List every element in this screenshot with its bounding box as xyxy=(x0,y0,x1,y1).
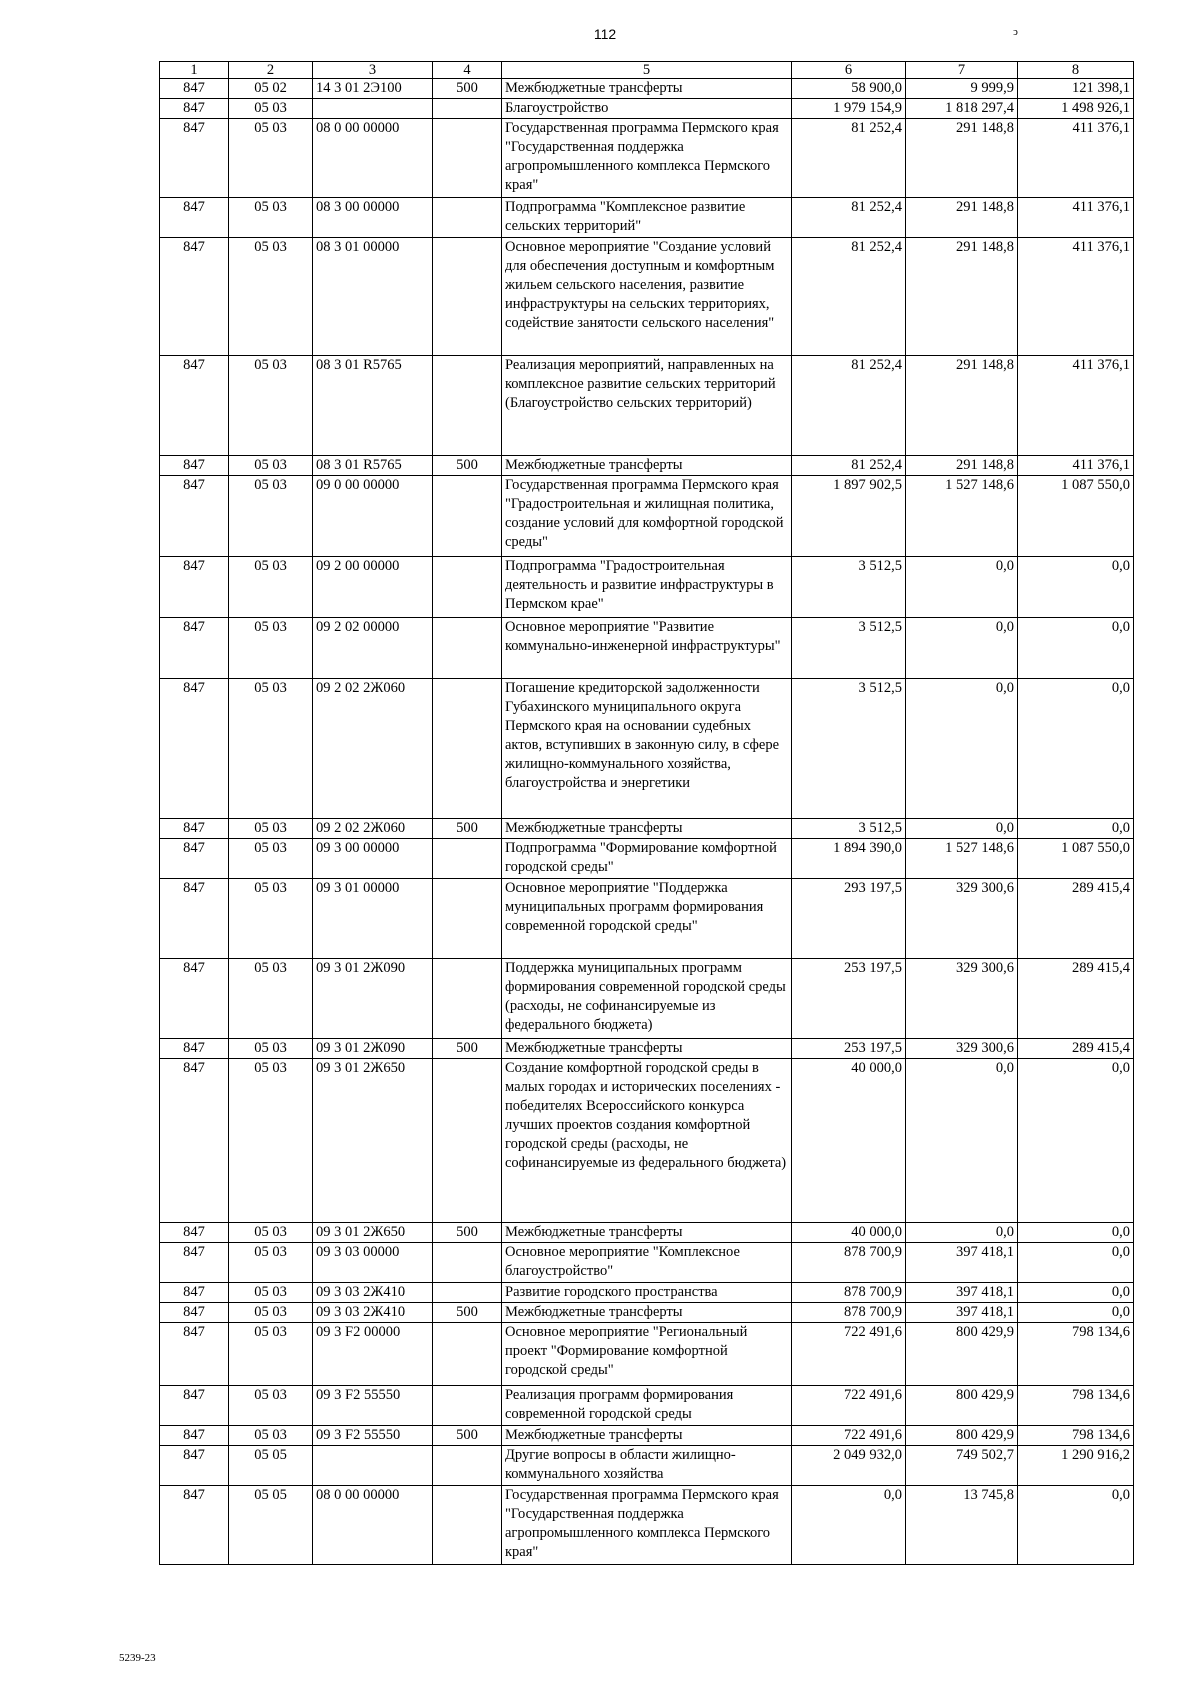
table-row xyxy=(160,1223,1134,1243)
table-row xyxy=(160,618,1134,679)
table-row xyxy=(160,1283,1134,1303)
table-cell: 0,0 xyxy=(1018,618,1134,679)
table-cell: 0,0 xyxy=(1018,557,1134,618)
table-cell: 1 894 390,0 xyxy=(792,839,906,879)
table-cell: 05 03 xyxy=(229,839,313,879)
column-header: 6 xyxy=(792,62,906,79)
table-cell: 9 999,9 xyxy=(906,79,1018,99)
column-header: 8 xyxy=(1018,62,1134,79)
table-cell: 847 xyxy=(160,1446,229,1486)
table-cell: 847 xyxy=(160,1039,229,1059)
table-cell: 09 3 01 00000 xyxy=(313,879,433,959)
table-cell: 08 3 01 R5765 xyxy=(313,356,433,456)
table-cell: 847 xyxy=(160,1243,229,1283)
table-cell: 847 xyxy=(160,1059,229,1223)
table-cell: Основное мероприятие "Развитие коммунально-инженерной инфраструктуры" xyxy=(502,618,792,679)
table-cell: 08 0 00 00000 xyxy=(313,119,433,198)
table-cell xyxy=(433,1283,502,1303)
table-row xyxy=(160,839,1134,879)
table-row xyxy=(160,356,1134,456)
table-cell: 798 134,6 xyxy=(1018,1386,1134,1426)
table-cell: 09 3 F2 55550 xyxy=(313,1386,433,1426)
table-cell xyxy=(433,476,502,557)
table-cell: 411 376,1 xyxy=(1018,356,1134,456)
table-cell: 847 xyxy=(160,1323,229,1386)
table-cell: 0,0 xyxy=(906,1059,1018,1223)
document-code: 5239-23 xyxy=(119,1652,156,1664)
table-cell: Подпрограмма "Формирование комфортной городской среды" xyxy=(502,839,792,879)
table-cell: Подпрограмма "Комплексное развитие сельских территорий" xyxy=(502,198,792,238)
table-cell: 09 3 00 00000 xyxy=(313,839,433,879)
table-cell xyxy=(313,99,433,119)
table-cell xyxy=(313,1446,433,1486)
table-cell: 81 252,4 xyxy=(792,356,906,456)
table-cell: Межбюджетные трансферты xyxy=(502,1039,792,1059)
table-cell xyxy=(433,99,502,119)
table-cell: 0,0 xyxy=(906,1223,1018,1243)
table-cell: 847 xyxy=(160,356,229,456)
table-cell: 09 3 F2 55550 xyxy=(313,1426,433,1446)
table-cell: 09 2 02 2Ж060 xyxy=(313,679,433,819)
table-row xyxy=(160,1446,1134,1486)
table-cell: 81 252,4 xyxy=(792,119,906,198)
table-cell: 05 03 xyxy=(229,557,313,618)
table-cell: 05 03 xyxy=(229,1223,313,1243)
table-cell: Государственная программа Пермского края "Государственная поддержка агропромышленного комплекса Пермского края" xyxy=(502,119,792,198)
page-number: 112 xyxy=(593,26,617,42)
table-cell: Основное мероприятие "Создание условий для обеспечения доступным и комфортным жильем сельского населения, развитие инфраструктуры на сельских территориях, содействие занятости сельского населения" xyxy=(502,238,792,356)
table-cell: Благоустройство xyxy=(502,99,792,119)
table-cell: Межбюджетные трансферты xyxy=(502,819,792,839)
table-cell: 81 252,4 xyxy=(792,456,906,476)
table-cell: 0,0 xyxy=(1018,1283,1134,1303)
table-cell: 3 512,5 xyxy=(792,819,906,839)
table-cell: 09 3 03 00000 xyxy=(313,1243,433,1283)
table-cell: 293 197,5 xyxy=(792,879,906,959)
table-cell: 05 03 xyxy=(229,238,313,356)
table-cell: 329 300,6 xyxy=(906,1039,1018,1059)
table-cell: Основное мероприятие "Региональный проект "Формирование комфортной городской среды" xyxy=(502,1323,792,1386)
table-cell: Погашение кредиторской задолженности Губахинского муниципального округа Пермского края на основании судебных актов, вступивших в законную силу, в сфере жилищно-коммунального хозяйства, благоустройства и энергетики xyxy=(502,679,792,819)
table-cell: 878 700,9 xyxy=(792,1303,906,1323)
table-row xyxy=(160,557,1134,618)
table-cell: 05 03 xyxy=(229,356,313,456)
table-cell: 0,0 xyxy=(1018,1486,1134,1565)
table-cell: 500 xyxy=(433,819,502,839)
table-cell: 847 xyxy=(160,476,229,557)
table-cell: 722 491,6 xyxy=(792,1386,906,1426)
table-cell: 500 xyxy=(433,456,502,476)
table-row xyxy=(160,1303,1134,1323)
table-cell: 722 491,6 xyxy=(792,1323,906,1386)
table-cell: 09 0 00 00000 xyxy=(313,476,433,557)
table-cell: 847 xyxy=(160,819,229,839)
table-cell: 291 148,8 xyxy=(906,356,1018,456)
table-cell: 0,0 xyxy=(906,618,1018,679)
table-cell: 847 xyxy=(160,1426,229,1446)
table-cell: 05 03 xyxy=(229,1283,313,1303)
table-cell: Реализация программ формирования современной городской среды xyxy=(502,1386,792,1426)
table-cell xyxy=(433,1243,502,1283)
table-cell: 847 xyxy=(160,119,229,198)
table-cell: 397 418,1 xyxy=(906,1283,1018,1303)
table-cell: 500 xyxy=(433,1039,502,1059)
table-cell: Государственная программа Пермского края "Градостроительная и жилищная политика, создание условий для комфортной городской среды" xyxy=(502,476,792,557)
table-cell: 09 2 00 00000 xyxy=(313,557,433,618)
table-cell: 798 134,6 xyxy=(1018,1426,1134,1446)
table-cell: Межбюджетные трансферты xyxy=(502,1426,792,1446)
table-cell: 500 xyxy=(433,1223,502,1243)
table-cell: 05 03 xyxy=(229,819,313,839)
table-cell: Межбюджетные трансферты xyxy=(502,1223,792,1243)
table-cell: 847 xyxy=(160,839,229,879)
table-cell: 1 087 550,0 xyxy=(1018,839,1134,879)
table-cell: 1 818 297,4 xyxy=(906,99,1018,119)
table-cell: 05 03 xyxy=(229,879,313,959)
table-cell: Межбюджетные трансферты xyxy=(502,79,792,99)
table-cell: Основное мероприятие "Поддержка муниципальных программ формирования современной городской среды" xyxy=(502,879,792,959)
column-header: 7 xyxy=(906,62,1018,79)
table-cell: 3 512,5 xyxy=(792,557,906,618)
table-cell: 878 700,9 xyxy=(792,1283,906,1303)
column-header: 3 xyxy=(313,62,433,79)
table-cell: 0,0 xyxy=(1018,679,1134,819)
table-row xyxy=(160,1426,1134,1446)
table-row xyxy=(160,1323,1134,1386)
table-cell: 05 05 xyxy=(229,1446,313,1486)
table-row xyxy=(160,79,1134,99)
table-cell: 847 xyxy=(160,618,229,679)
table-cell: 0,0 xyxy=(1018,1059,1134,1223)
table-cell: 05 03 xyxy=(229,618,313,679)
table-cell: 1 498 926,1 xyxy=(1018,99,1134,119)
table-cell: 09 2 02 2Ж060 xyxy=(313,819,433,839)
table-cell xyxy=(433,1059,502,1223)
table-cell: 05 03 xyxy=(229,1039,313,1059)
column-header: 5 xyxy=(502,62,792,79)
table-cell: 09 3 01 2Ж650 xyxy=(313,1059,433,1223)
table-cell: 847 xyxy=(160,456,229,476)
table-cell: 3 512,5 xyxy=(792,618,906,679)
table-cell: 289 415,4 xyxy=(1018,879,1134,959)
table-cell: 0,0 xyxy=(1018,1303,1134,1323)
table-cell: 847 xyxy=(160,557,229,618)
table-cell: Подпрограмма "Градостроительная деятельность и развитие инфраструктуры в Пермском крае" xyxy=(502,557,792,618)
table-cell: Другие вопросы в области жилищно-коммунального хозяйства xyxy=(502,1446,792,1486)
table-cell: 847 xyxy=(160,238,229,356)
table-cell: 291 148,8 xyxy=(906,198,1018,238)
table-cell: 05 03 xyxy=(229,456,313,476)
table-cell: 09 3 01 2Ж090 xyxy=(313,959,433,1039)
table-cell: 847 xyxy=(160,1223,229,1243)
table-cell: 05 03 xyxy=(229,119,313,198)
table-cell: 798 134,6 xyxy=(1018,1323,1134,1386)
table-row xyxy=(160,1243,1134,1283)
table-cell xyxy=(433,198,502,238)
table-cell: 411 376,1 xyxy=(1018,119,1134,198)
table-cell: 500 xyxy=(433,79,502,99)
table-cell: 0,0 xyxy=(1018,819,1134,839)
table-row xyxy=(160,819,1134,839)
table-row xyxy=(160,456,1134,476)
table-cell: Реализация мероприятий, направленных на комплексное развитие сельских территорий (Благоустройство сельских территорий) xyxy=(502,356,792,456)
table-cell: 847 xyxy=(160,959,229,1039)
table-cell: 1 897 902,5 xyxy=(792,476,906,557)
table-cell: Развитие городского пространства xyxy=(502,1283,792,1303)
table-cell: Межбюджетные трансферты xyxy=(502,456,792,476)
table-cell: 05 03 xyxy=(229,959,313,1039)
header-row xyxy=(160,62,1134,79)
table-cell: 0,0 xyxy=(906,557,1018,618)
table-cell: Создание комфортной городской среды в малых городах и исторических поселениях - победителях Всероссийского конкурса лучших проектов создания комфортной городской среды (расходы, не софинансируемые из федерального бюджета) xyxy=(502,1059,792,1223)
table-cell: 411 376,1 xyxy=(1018,198,1134,238)
table-cell: 09 3 F2 00000 xyxy=(313,1323,433,1386)
table-cell: 847 xyxy=(160,679,229,819)
table-cell xyxy=(433,557,502,618)
table-cell: Государственная программа Пермского края "Государственная поддержка агропромышленного комплекса Пермского края" xyxy=(502,1486,792,1565)
table-cell: 847 xyxy=(160,879,229,959)
table-cell: 1 979 154,9 xyxy=(792,99,906,119)
table-cell: 800 429,9 xyxy=(906,1386,1018,1426)
table-row xyxy=(160,959,1134,1039)
table-cell: 08 3 01 R5765 xyxy=(313,456,433,476)
table-cell: 411 376,1 xyxy=(1018,456,1134,476)
table-cell xyxy=(433,356,502,456)
table-cell: 253 197,5 xyxy=(792,1039,906,1059)
budget-table xyxy=(159,61,1134,1565)
table-cell: 253 197,5 xyxy=(792,959,906,1039)
table-cell xyxy=(433,1486,502,1565)
table-cell: 722 491,6 xyxy=(792,1426,906,1446)
table-cell: 1 087 550,0 xyxy=(1018,476,1134,557)
table-cell: 847 xyxy=(160,79,229,99)
table-cell: 05 03 xyxy=(229,1426,313,1446)
table-cell: 1 527 148,6 xyxy=(906,839,1018,879)
table-cell xyxy=(433,1446,502,1486)
table-cell: 329 300,6 xyxy=(906,959,1018,1039)
table-row xyxy=(160,879,1134,959)
table-cell: 05 02 xyxy=(229,79,313,99)
table-cell xyxy=(433,839,502,879)
table-cell: 847 xyxy=(160,198,229,238)
table-cell xyxy=(433,879,502,959)
table-cell: 800 429,9 xyxy=(906,1323,1018,1386)
table-cell: 09 2 02 00000 xyxy=(313,618,433,679)
table-row xyxy=(160,476,1134,557)
table-cell: 0,0 xyxy=(1018,1223,1134,1243)
table-cell: 291 148,8 xyxy=(906,456,1018,476)
table-cell: 397 418,1 xyxy=(906,1303,1018,1323)
table-cell: Основное мероприятие "Комплексное благоустройство" xyxy=(502,1243,792,1283)
table-cell xyxy=(433,959,502,1039)
table-cell: 1 527 148,6 xyxy=(906,476,1018,557)
table-cell: 09 3 03 2Ж410 xyxy=(313,1283,433,1303)
table-cell: 05 05 xyxy=(229,1486,313,1565)
table-row xyxy=(160,99,1134,119)
table-cell: 289 415,4 xyxy=(1018,959,1134,1039)
table-cell: 291 148,8 xyxy=(906,238,1018,356)
table-row xyxy=(160,1059,1134,1223)
table-row xyxy=(160,238,1134,356)
table-cell: 09 3 01 2Ж090 xyxy=(313,1039,433,1059)
table-cell xyxy=(433,1323,502,1386)
table-cell: 05 03 xyxy=(229,1386,313,1426)
table-cell xyxy=(433,618,502,679)
table-cell: 05 03 xyxy=(229,1059,313,1223)
table-cell: Межбюджетные трансферты xyxy=(502,1303,792,1323)
table-cell: 08 0 00 00000 xyxy=(313,1486,433,1565)
table-cell: 0,0 xyxy=(1018,1243,1134,1283)
table-cell: 291 148,8 xyxy=(906,119,1018,198)
table-cell: 0,0 xyxy=(792,1486,906,1565)
table-cell xyxy=(433,119,502,198)
table-row xyxy=(160,1039,1134,1059)
table-cell: 14 3 01 2Э100 xyxy=(313,79,433,99)
table-cell: 847 xyxy=(160,1283,229,1303)
table-cell: 40 000,0 xyxy=(792,1059,906,1223)
table-cell: 847 xyxy=(160,1486,229,1565)
table-cell: 847 xyxy=(160,99,229,119)
table-cell: 878 700,9 xyxy=(792,1243,906,1283)
table-cell: 09 3 03 2Ж410 xyxy=(313,1303,433,1323)
table-cell: 09 3 01 2Ж650 xyxy=(313,1223,433,1243)
table-cell: 397 418,1 xyxy=(906,1243,1018,1283)
table-row xyxy=(160,1386,1134,1426)
column-header: 2 xyxy=(229,62,313,79)
table-cell: 05 03 xyxy=(229,1303,313,1323)
column-header: 1 xyxy=(160,62,229,79)
table-cell: 500 xyxy=(433,1426,502,1446)
table-cell: 58 900,0 xyxy=(792,79,906,99)
table-cell: 500 xyxy=(433,1303,502,1323)
table-cell: 800 429,9 xyxy=(906,1426,1018,1446)
table-row xyxy=(160,198,1134,238)
table-cell: 289 415,4 xyxy=(1018,1039,1134,1059)
table-cell: 13 745,8 xyxy=(906,1486,1018,1565)
table-cell: 121 398,1 xyxy=(1018,79,1134,99)
table-cell xyxy=(433,679,502,819)
table-cell: 08 3 00 00000 xyxy=(313,198,433,238)
table-cell: 3 512,5 xyxy=(792,679,906,819)
table-cell: 40 000,0 xyxy=(792,1223,906,1243)
table-cell xyxy=(433,238,502,356)
table-cell: 81 252,4 xyxy=(792,238,906,356)
table-cell: 0,0 xyxy=(906,679,1018,819)
table-cell: 749 502,7 xyxy=(906,1446,1018,1486)
table-cell: 05 03 xyxy=(229,198,313,238)
table-cell: 81 252,4 xyxy=(792,198,906,238)
column-header: 4 xyxy=(433,62,502,79)
table-cell: 847 xyxy=(160,1303,229,1323)
table-cell: 847 xyxy=(160,1386,229,1426)
table-cell: 05 03 xyxy=(229,99,313,119)
table-cell: 08 3 01 00000 xyxy=(313,238,433,356)
table-cell: 411 376,1 xyxy=(1018,238,1134,356)
table-cell: 05 03 xyxy=(229,1323,313,1386)
table-cell: 05 03 xyxy=(229,476,313,557)
table-row xyxy=(160,679,1134,819)
table-cell: 1 290 916,2 xyxy=(1018,1446,1134,1486)
table-row xyxy=(160,119,1134,198)
table-cell: Поддержка муниципальных программ формирования современной городской среды (расходы, не софинансируемые из федерального бюджета) xyxy=(502,959,792,1039)
table-cell: 329 300,6 xyxy=(906,879,1018,959)
table-cell: 05 03 xyxy=(229,679,313,819)
table-cell: 05 03 xyxy=(229,1243,313,1283)
corner-mark: ↄ xyxy=(1013,26,1018,38)
table-cell: 0,0 xyxy=(906,819,1018,839)
table-row xyxy=(160,1486,1134,1565)
table-cell: 2 049 932,0 xyxy=(792,1446,906,1486)
table-cell xyxy=(433,1386,502,1426)
